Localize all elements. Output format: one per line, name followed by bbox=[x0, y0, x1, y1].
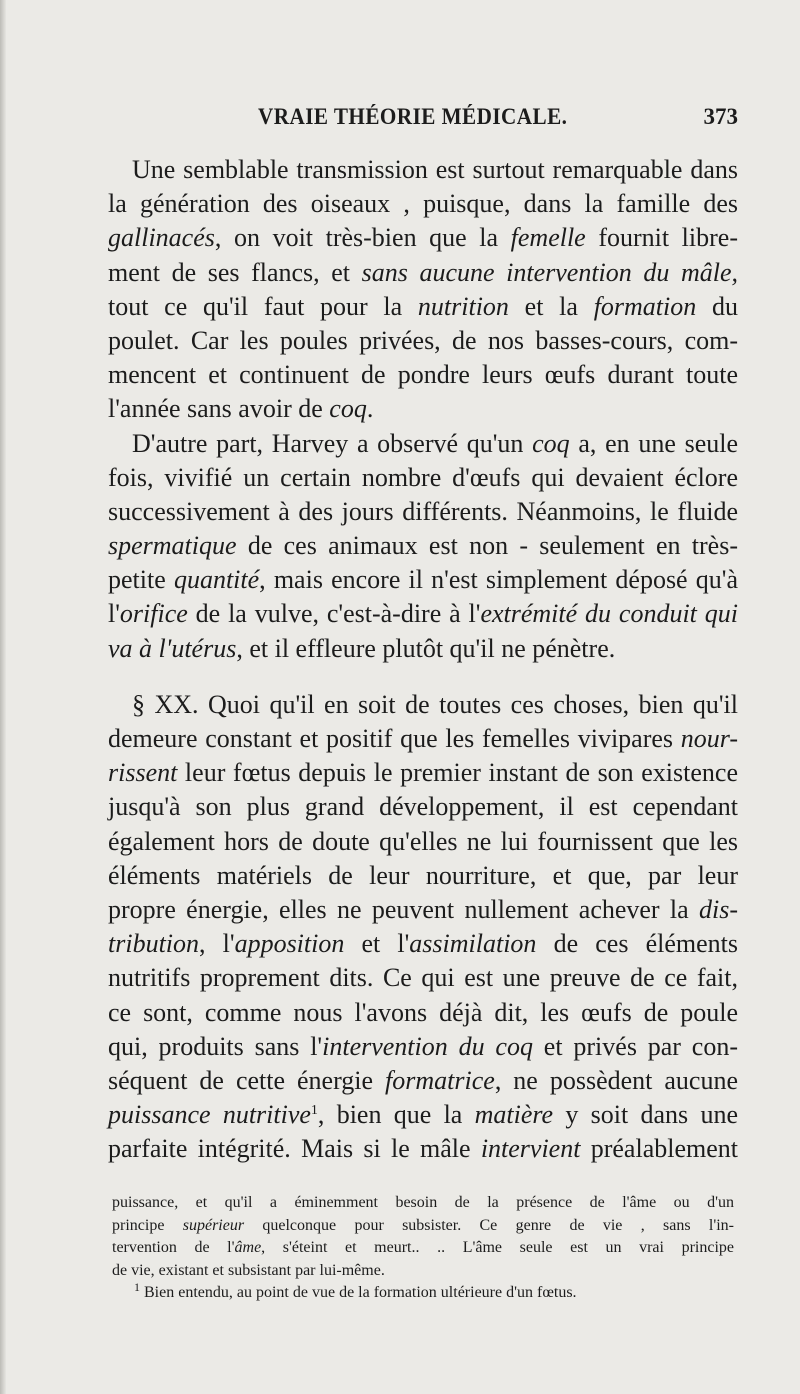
italic-run: gallinacés bbox=[108, 223, 215, 253]
footnote-marker: 1 bbox=[134, 1280, 140, 1294]
italic-run: intervention du coq bbox=[322, 1031, 533, 1061]
text-run: préalablement bbox=[580, 1134, 738, 1164]
text-run: qui, produits sans l' bbox=[108, 1031, 323, 1061]
text-run: Bien entendu, au point de vue de la formation ultérieure d'un fœtus. bbox=[140, 1284, 577, 1301]
text-run: , l' bbox=[199, 929, 235, 959]
text-line bbox=[108, 563, 738, 597]
text-run: poulet. Car les poules privées, de nos basses-cours, com- bbox=[108, 325, 738, 355]
italic-run: formation bbox=[593, 291, 697, 321]
text-run: tout ce qu'il faut pour la bbox=[108, 291, 418, 321]
text-line bbox=[108, 221, 738, 255]
italic-run: coq bbox=[532, 428, 570, 458]
italic-run: assimilation bbox=[409, 929, 537, 959]
page-gutter-shadow bbox=[0, 0, 6, 1394]
text-line bbox=[108, 324, 738, 358]
text-line bbox=[108, 290, 738, 324]
footnote-1 bbox=[112, 1282, 734, 1305]
text-run: , mais encore il n'est simplement déposé qu'à bbox=[259, 565, 738, 595]
text-run: y soit dans une bbox=[553, 1100, 738, 1130]
text-line bbox=[108, 495, 738, 529]
page-header bbox=[108, 104, 738, 138]
italic-run: tribution bbox=[108, 929, 200, 959]
text-run: mencent et continuent de pondre leurs œufs durant toute bbox=[108, 360, 738, 390]
text-run: leur fœtus depuis le premier instant de son existence bbox=[177, 758, 738, 788]
text-run: quelconque pour subsister. Ce genre de vie , sans l'in- bbox=[244, 1216, 734, 1234]
text-line bbox=[108, 427, 738, 461]
footnote-line bbox=[112, 1237, 734, 1260]
italic-run: spermatique bbox=[108, 531, 237, 561]
text-run: séquent de cette énergie bbox=[108, 1065, 386, 1095]
footnote-line bbox=[112, 1215, 734, 1238]
text-run: l' bbox=[108, 599, 120, 629]
text-line bbox=[108, 722, 738, 756]
text-run: , ne possèdent aucune bbox=[494, 1065, 738, 1095]
italic-run: nour- bbox=[680, 724, 738, 753]
italic-run: âme bbox=[234, 1239, 262, 1256]
text-run: propre énergie, elles ne peuvent nullement achever la bbox=[108, 894, 699, 924]
text-line bbox=[108, 392, 738, 426]
text-line bbox=[108, 756, 738, 790]
italic-run: intervient bbox=[480, 1134, 581, 1164]
text-run: et la bbox=[508, 291, 594, 321]
text-line bbox=[108, 1064, 738, 1098]
text-line bbox=[108, 790, 738, 824]
text-run: § XX. Quoi qu'il en soit de toutes ces choses, bien qu'il bbox=[132, 689, 738, 719]
footnote-line bbox=[112, 1260, 734, 1283]
text-line bbox=[108, 825, 738, 859]
text-run: a, en une seule bbox=[569, 428, 738, 458]
text-line bbox=[108, 1132, 738, 1166]
italic-run: supérieur bbox=[182, 1216, 245, 1234]
text-line bbox=[108, 461, 738, 495]
text-run: parfaite intégrité. Mais si le mâle bbox=[108, 1134, 481, 1164]
text-run: également hors de doute qu'elles ne lui fournissent que les bbox=[108, 826, 738, 856]
italic-run: apposition bbox=[234, 929, 345, 959]
text-line bbox=[108, 927, 738, 961]
text-run: petite bbox=[108, 565, 174, 595]
italic-run: sans aucune intervention du mâle, bbox=[361, 257, 738, 287]
text-line bbox=[108, 1098, 738, 1132]
page-number: 373 bbox=[703, 104, 738, 129]
italic-run: orifice bbox=[119, 599, 188, 629]
italic-run: va à l'utérus bbox=[108, 633, 237, 663]
text-run: la génération des oiseaux , puisque, dans la famille des bbox=[108, 189, 738, 219]
text-run: de vie, existant et subsistant par lui-même. bbox=[112, 1261, 385, 1279]
text-line bbox=[108, 632, 738, 666]
italic-run: nutrition bbox=[417, 291, 509, 321]
section-heading-line bbox=[108, 688, 738, 722]
text-run: de ces animaux est non - seulement en très- bbox=[236, 531, 738, 561]
running-head: VRAIE THÉORIE MÉDICALE. bbox=[258, 104, 568, 129]
text-run: de ces éléments bbox=[536, 929, 738, 959]
text-line bbox=[108, 996, 738, 1030]
text-run: de la vulve, c'est-à-dire à l' bbox=[187, 599, 481, 629]
body-text bbox=[108, 153, 738, 1166]
text-run: ment de ses flancs, et bbox=[108, 257, 362, 287]
italic-run: formatrice bbox=[385, 1065, 495, 1095]
text-line bbox=[108, 187, 738, 221]
footnote-reference: 1 bbox=[310, 1103, 318, 1119]
italic-run: dis- bbox=[699, 894, 738, 924]
text-run: , s'éteint et meurt.. .. L'âme seule est un vrai principe bbox=[261, 1239, 735, 1256]
italic-run: quantité bbox=[173, 565, 260, 595]
italic-run: rissent bbox=[108, 758, 178, 788]
text-run: jusqu'à son plus grand développement, il est cependant bbox=[108, 792, 738, 822]
italic-run: matière bbox=[474, 1100, 554, 1130]
text-run: , on voit très-bien que la bbox=[214, 223, 511, 253]
italic-run: extrémité du conduit qui bbox=[480, 599, 738, 629]
text-line bbox=[108, 529, 738, 563]
text-run: tervention de l' bbox=[112, 1239, 235, 1256]
text-run: nutritifs proprement dits. Ce qui est une preuve de ce fait, bbox=[108, 963, 738, 993]
italic-run: puissance nutritive bbox=[108, 1100, 311, 1130]
text-run: , et il effleure plutôt qu'il ne pénètre. bbox=[236, 633, 616, 663]
text-run: puissance, et qu'il a éminemment besoin de la présence de l'âme ou d'un bbox=[112, 1194, 734, 1211]
text-run: successivement à des jours différents. Néanmoins, le fluide bbox=[108, 496, 738, 526]
italic-run: femelle bbox=[510, 223, 586, 253]
text-line bbox=[108, 961, 738, 995]
text-run: demeure constant et positif que les femelles vivipares bbox=[108, 724, 681, 753]
text-line bbox=[108, 256, 738, 290]
italic-run: coq bbox=[329, 394, 367, 424]
footnote-line bbox=[112, 1192, 734, 1215]
text-run: fois, vivifié un certain nombre d'œufs qui devaient éclore bbox=[108, 462, 738, 492]
text-run: ce sont, comme nous l'avons déjà dit, les œufs de poule bbox=[108, 997, 738, 1027]
text-run: . bbox=[366, 394, 374, 424]
text-run: fournit libre- bbox=[585, 223, 738, 253]
text-run: et privés par con- bbox=[532, 1031, 738, 1061]
text-line bbox=[108, 859, 738, 893]
text-line bbox=[108, 358, 738, 392]
footnotes bbox=[112, 1192, 734, 1305]
text-line bbox=[108, 893, 738, 927]
text-run: principe bbox=[112, 1216, 183, 1234]
text-run: éléments matériels de leur nourriture, et que, par leur bbox=[108, 860, 738, 890]
text-run: D'autre part, Harvey a observé qu'un bbox=[132, 428, 533, 458]
text-run: Une semblable transmission est surtout remarquable dans bbox=[132, 155, 738, 184]
text-line bbox=[108, 153, 738, 187]
text-line bbox=[108, 1030, 738, 1064]
text-run: et l' bbox=[344, 929, 410, 959]
text-run: du bbox=[696, 291, 739, 321]
text-run: , bien que la bbox=[317, 1100, 475, 1130]
text-run: l'année sans avoir de bbox=[108, 394, 330, 424]
text-line bbox=[108, 597, 738, 631]
